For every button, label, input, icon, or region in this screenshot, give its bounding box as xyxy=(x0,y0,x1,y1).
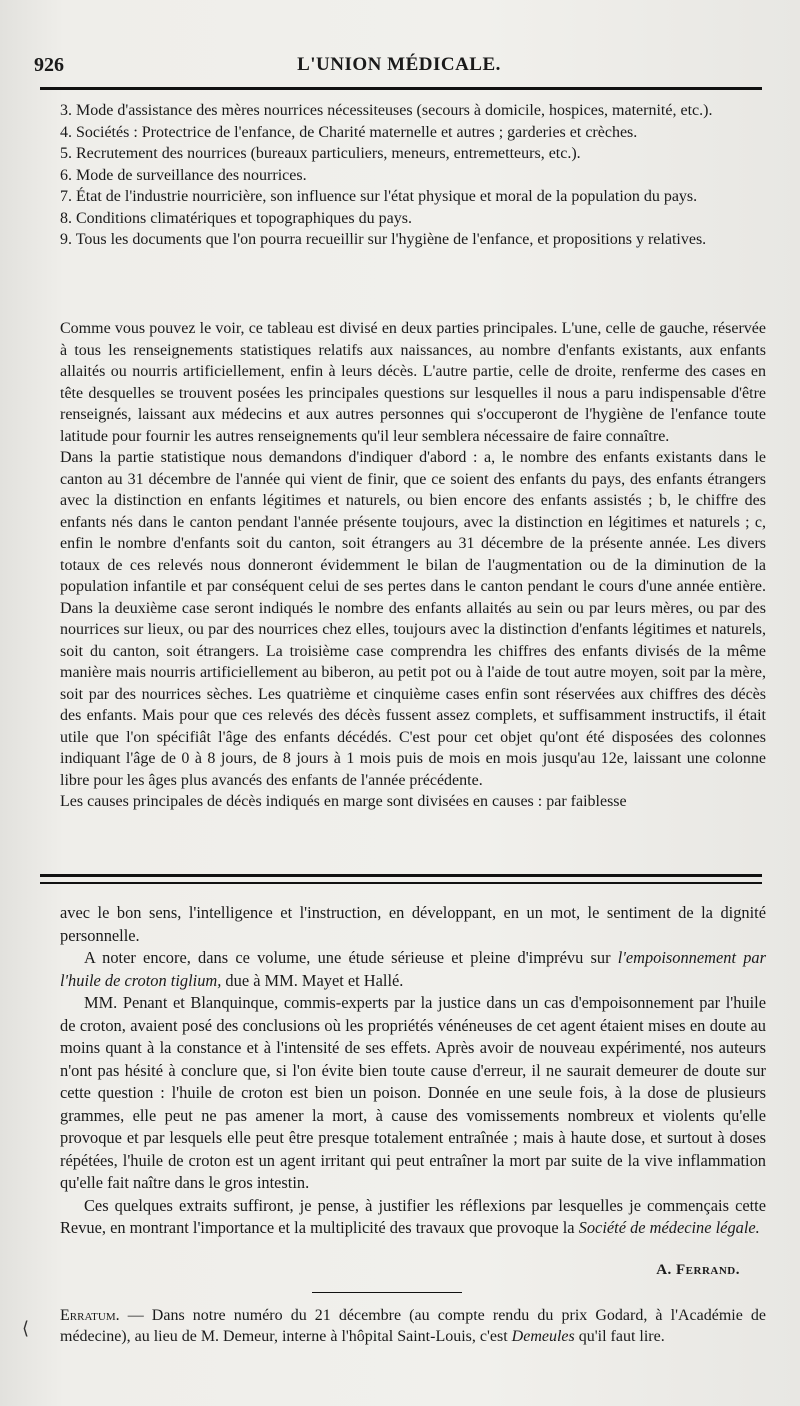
main-text xyxy=(60,318,766,813)
list-item: 6. Mode de surveillance des nourrices. xyxy=(60,166,307,184)
paragraph xyxy=(60,947,766,992)
list-item: 9. Tous les documents que l'on pourra recueillir sur l'hygiène de l'enfance, et propositions y relatives. xyxy=(60,231,707,248)
running-header xyxy=(34,52,764,86)
section-rule-thin xyxy=(40,882,762,884)
list-item: 8. Conditions climatériques et topographiques du pays. xyxy=(60,209,412,227)
erratum-label: Erratum. xyxy=(60,1307,120,1324)
text-run: A noter encore, dans ce volume, une étude sérieuse et pleine d'imprévu sur xyxy=(84,948,618,967)
journal-title: L'UNION MÉDICALE. xyxy=(297,54,501,75)
list-item: 5. Recrutement des nourrices (bureaux particuliers, meneurs, entremetteurs, etc.). xyxy=(60,145,581,162)
feuilleton-text xyxy=(60,902,766,1240)
text-run: qu'il faut lire. xyxy=(574,1328,665,1345)
signature-text: A. Ferrand. xyxy=(656,1262,740,1278)
list-item: 4. Sociétés : Protectrice de l'enfance, de Charité maternelle et autres ; garderies et crèches. xyxy=(60,123,638,141)
erratum-note xyxy=(60,1305,766,1347)
italic-name: Demeules xyxy=(511,1328,575,1345)
margin-mark-icon: ⟨ xyxy=(22,1318,30,1339)
page-number: 926 xyxy=(34,54,64,76)
numbered-list xyxy=(60,100,765,251)
paragraph: Dans la partie statistique nous demandons d'indiquer d'abord : a, le nombre des enfants existants dans le canton au 31 décembre de l'année qui vient de finir, que ce soient des enfants du pays, des enfants étrangers avec la distinction en enfants légitimes et naturels, ou bien encore des enfants assistés ; b, le chiffre des enfants nés dans le canton pendant l'année présente toujours, avec la distinction en légitimes et naturels ; c, enfin le nombre d'enfants soit du canton, soit étrangers au 31 décembre de la présente année. Les divers totaux de ces relevés nous donneront évidemment le bilan de l'augmentation ou de la diminution de la population infantile et par conséquent celui de ses pertes dans le canton pendant le cours d'une année entière. Dans la deuxième case seront indiqués le nombre des enfants allaités au sein ou par leurs mères, ou par des nourrices sur lieux, ou par des nourrices chez elles, toujours avec la distinction d'enfants légitimes et naturels, soit du canton, soit étrangers. La troisième case comprendra les chiffres des enfants divisés de la même manière mais nourris artificiellement au biberon, au petit pot ou à l'aide de tout autre moyen, soit par la mère, soit par des nourrices sèches. Les quatrième et cinquième cases enfin sont réservées aux chiffres des décès des enfants. Mais pour que ces relevés des décès fussent assez complets, et suffisamment instructifs, il était utile que l'on spécifiât l'âge des enfants décédés. C'est pour cet objet qu'ont été disposées des colonnes indiquant l'âge de 0 à 8 jours, de 8 jours à 1 mois puis de mois en mois jusqu'au 12e, laissant une colonne libre pour les âges plus avancés des enfants de l'année précédente. xyxy=(60,449,766,789)
italic-title: l'empoisonnement par l'huile de croton tiglium, xyxy=(60,948,766,990)
list-item: 3. Mode d'assistance des mères nourrices nécessiteuses (secours à domicile, hospices, maternité, etc.). xyxy=(60,102,713,119)
paragraph: avec le bon sens, l'intelligence et l'instruction, en développant, en un mot, le sentiment de la dignité personnelle. xyxy=(60,903,766,945)
paragraph: Comme vous pouvez le voir, ce tableau est divisé en deux parties principales. L'une, celle de gauche, réservée à tous les renseignements statistiques relatifs aux naissances, au nombre d'enfants existants, aux enfants allaités ou nourris artificiellement, enfin à leurs décès. L'autre partie, celle de droite, renferme des cases en tête desquelles se trouvent posées les principales questions sur lesquelles il nous a paru indispensable d'être renseignés, laissant aux médecins et aux autres personnes qui s'occuperont de l'hygiène de l'enfance toute latitude pour fournir les autres renseignements qu'il leur semblera nécessaire de faire connaître. xyxy=(60,320,766,445)
section-rule-thick xyxy=(40,874,762,877)
text-run: due à MM. Mayet et Hallé. xyxy=(221,970,404,990)
italic-title: Société de médecine légale. xyxy=(578,1218,760,1237)
author-signature xyxy=(656,1262,740,1279)
paragraph xyxy=(60,1195,766,1240)
paragraph: MM. Penant et Blanquinque, commis-experts par la justice dans un cas d'empoisonnement par l'huile de croton, avaient posé des conclusions où les propriétés vénéneuses de cet agent étaient mises en doute au moins quant à la constance et à l'intensité de ses effets. Après avoir de nouveau expérimenté, nos auteurs n'ont pas hésité à conclure que, si l'on évite bien toute cause d'erreur, il ne saurait demeurer de doute sur cette question : l'huile de croton est bien un poison. Donnée en une seule fois, à la dose de plusieurs grammes, elle peut ne pas amener la mort, à cause des vomissements nombreux et violents qu'elle provoque et par lesquels elle peut être presque totalement entraînée ; mais à haute dose, et surtout à doses répétées, l'huile de croton est un agent irritant qui peut entraîner la mort par suite de la vive inflammation qu'elle fait naître dans le gros intestin. xyxy=(60,993,766,1192)
short-rule xyxy=(312,1292,462,1293)
text-run: — Dans notre numéro du 21 décembre (au compte rendu du prix Godard, à l'Académie de médecine), au lieu de M. Demeur, interne à l'hôpital Saint-Louis, c'est xyxy=(60,1307,766,1345)
paragraph: Les causes principales de décès indiqués en marge sont divisées en causes : par faiblesse xyxy=(60,793,627,810)
list-item: 7. État de l'industrie nourricière, son influence sur l'état physique et moral de la population du pays. xyxy=(60,188,698,205)
header-rule xyxy=(40,87,762,90)
text-run: Ces quelques extraits suffiront, je pense, à justifier les réflexions par lesquelles je commençais cette Revue, en montrant l'importance et la multiplicité des travaux que provoque la xyxy=(60,1195,766,1237)
